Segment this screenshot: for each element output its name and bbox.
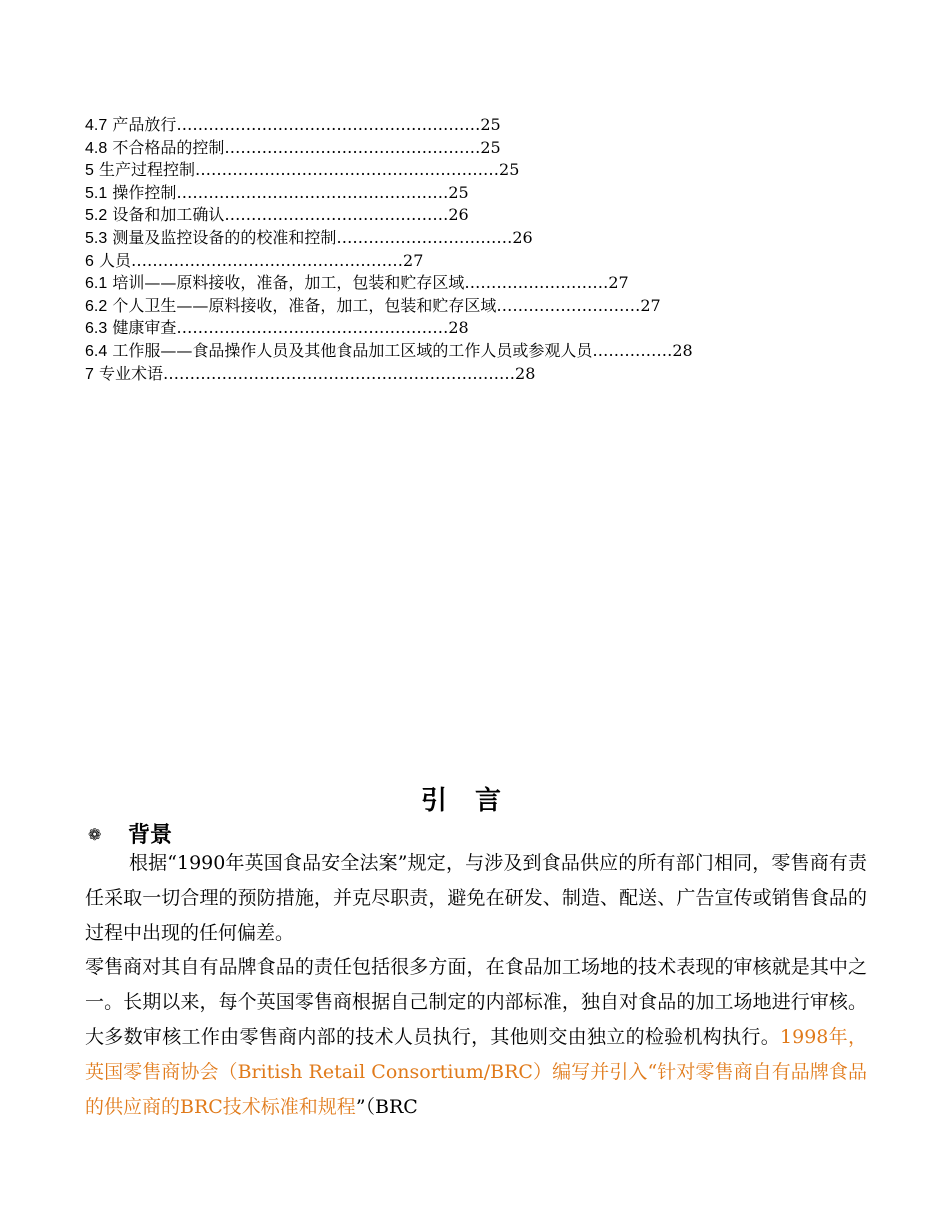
toc-entry[interactable] — [85, 363, 885, 386]
toc-entry[interactable] — [85, 250, 885, 273]
toc-leader: ………………………………………… — [224, 137, 481, 157]
paragraph-text: 零售商对其自有品牌食品的责任包括很多方面，在食品加工场地的技术表现的审核就是其中之一。长期以来，每个英国零售商根据自己制定的内部标准，独自对食品的加工场地进行审核。大多数审核工作由零售商内部的技术人员执行，其他则交由独立的检验机构执行。 — [85, 956, 867, 1048]
toc-number: 4.8 — [85, 139, 108, 157]
toc-leader: …………… — [592, 340, 673, 360]
background-subheading — [88, 818, 172, 849]
toc-leader: ……………………… — [496, 295, 641, 315]
toc-title: 设备和加工确认 — [112, 205, 225, 225]
toc-entry[interactable] — [85, 137, 885, 160]
toc-title: 测量及监控设备的的校准和控制 — [112, 227, 337, 247]
toc-title: 生产过程控制 — [99, 160, 196, 180]
toc-page: 26 — [448, 205, 469, 225]
toc-title: 产品放行 — [112, 115, 177, 134]
toc-entry[interactable] — [85, 227, 885, 250]
toc-number: 6.3 — [85, 320, 108, 338]
toc-page: 25 — [480, 115, 501, 134]
background-title: 背景 — [128, 823, 173, 848]
toc-title: 健康审查 — [112, 318, 177, 338]
body-text — [85, 846, 867, 1124]
toc-leader: …………………………… — [336, 227, 513, 247]
toc-number: 5 — [85, 162, 94, 180]
paragraph — [85, 950, 867, 1124]
toc-entry[interactable] — [85, 317, 885, 340]
paragraph: 根据“1990年英国食品安全法案”规定，与涉及到食品供应的所有部门相同，零售商有责任采取一切合理的预防措施，并克尽职责，避免在研发、制造、配送、广告宣传或销售食品的过程中出现的任何偏差。 — [85, 852, 867, 944]
toc-page: 27 — [403, 250, 424, 270]
toc-leader: …………………………………………… — [176, 318, 449, 338]
toc-entry[interactable] — [85, 340, 885, 363]
toc-number: 5.2 — [85, 207, 108, 225]
toc-leader: ………………………………………………… — [195, 160, 500, 180]
paragraph-text: ”（BRC — [355, 1095, 418, 1118]
highlighted-text: 1998年，英国零售商协会（British Retail Consortium/BRC）编写并引入“针对零售商自有品牌食品的供应商的BRC技术标准和规程 — [85, 1025, 867, 1118]
toc-number: 6.4 — [85, 342, 108, 360]
toc-number: 5.3 — [85, 229, 108, 247]
toc-number: 6.1 — [85, 275, 108, 293]
toc-leader: …………………………………… — [224, 205, 449, 225]
toc-page: 27 — [608, 273, 629, 293]
section-heading-introduction: 引言 — [420, 786, 529, 816]
toc-number: 6.2 — [85, 297, 108, 315]
toc-title: 不合格品的控制 — [112, 137, 225, 157]
toc-leader: ………………………………………………………… — [163, 363, 516, 383]
toc-leader: ……………………… — [464, 273, 609, 293]
toc-page: 28 — [515, 363, 536, 383]
table-of-contents — [85, 114, 885, 385]
toc-entry[interactable] — [85, 272, 885, 295]
toc-entry[interactable] — [85, 182, 885, 205]
toc-page: 25 — [480, 137, 501, 157]
toc-number: 7 — [85, 365, 94, 383]
toc-entry[interactable] — [85, 114, 885, 137]
toc-leader: ………………………………………………… — [176, 115, 481, 134]
toc-page: 25 — [448, 182, 469, 202]
toc-leader: …………………………………………… — [176, 182, 449, 202]
toc-number: 5.1 — [85, 184, 108, 202]
toc-entry[interactable] — [85, 204, 885, 227]
toc-page: 28 — [672, 340, 693, 360]
flower-bullet-icon: ❁ — [88, 825, 102, 844]
toc-leader: …………………………………………… — [131, 250, 404, 270]
toc-title: 培训——原料接收，准备，加工，包装和贮存区域 — [112, 273, 465, 293]
toc-entry[interactable] — [85, 295, 885, 318]
toc-entry[interactable] — [85, 159, 885, 182]
toc-title: 人员 — [99, 250, 132, 270]
toc-page: 25 — [499, 160, 520, 180]
toc-title: 专业术语 — [99, 363, 164, 383]
toc-page: 26 — [512, 227, 533, 247]
toc-title: 个人卫生——原料接收，准备，加工，包装和贮存区域 — [112, 295, 497, 315]
toc-page: 27 — [640, 295, 661, 315]
toc-title: 工作服——食品操作人员及其他食品加工区域的工作人员或参观人员 — [112, 340, 593, 360]
toc-number: 6 — [85, 252, 94, 270]
toc-page: 28 — [448, 318, 469, 338]
toc-title: 操作控制 — [112, 182, 177, 202]
toc-number: 4.7 — [85, 117, 108, 134]
